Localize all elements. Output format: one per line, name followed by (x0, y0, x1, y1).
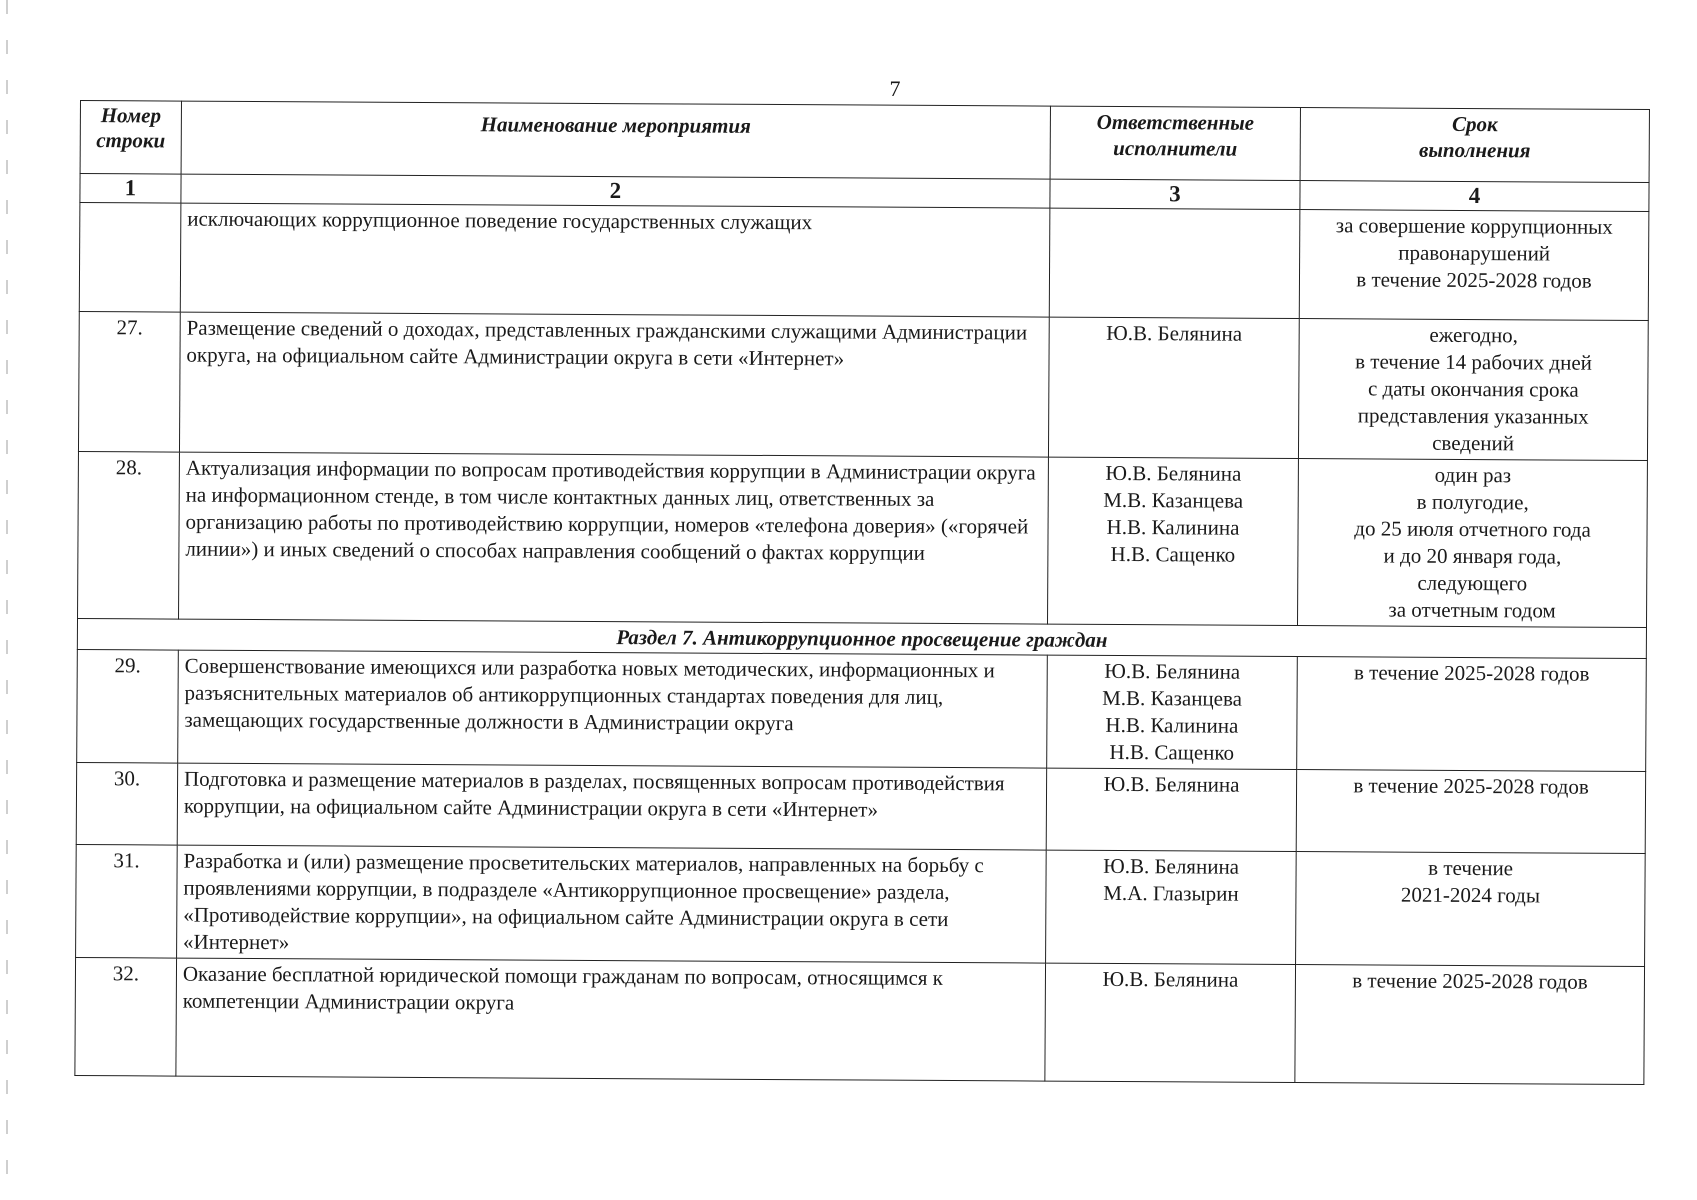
row-measure: Разработка и (или) размещение просветительских материалов, направленных на борьбу с проявлениями коррупции, в подразделе «Антикоррупционное просвещение» раздела, «Противодействие коррупции», на официальном сайте Администрации округа в сети «Интернет» (176, 845, 1046, 963)
row-responsible: Ю.В. Белянина М.В. Казанцева Н.В. Калинина Н.В. Сащенко (1047, 655, 1298, 769)
measures-table (74, 100, 1650, 1085)
row-responsible (1049, 208, 1300, 318)
row-term: в течение 2025-2028 годов (1295, 965, 1645, 1085)
table-row (75, 957, 1645, 1084)
colnum-3: 3 (1050, 179, 1300, 209)
row-term: один раз в полугодие, до 25 июля отчетного года и до 20 января года, следующего за отчетным годом (1298, 459, 1648, 628)
table-row (76, 762, 1645, 853)
section-title: Раздел 7. Антикоррупционное просвещение граждан (77, 618, 1646, 658)
colnum-1: 1 (80, 174, 181, 204)
colnum-4: 4 (1300, 181, 1649, 212)
header-num: Номер строки (80, 101, 181, 175)
header-row (80, 101, 1649, 183)
row-measure: Совершенствование имеющихся или разработка новых методических, информационных и разъяснительных материалов об антикоррупционных стандартах поведения для лиц, замещающих государственные должности в Администрации округа (178, 650, 1048, 768)
row-term: за совершение коррупционных правонарушений в течение 2025-2028 годов (1299, 210, 1649, 321)
table-row (78, 451, 1648, 627)
header-resp: Ответственные исполнители (1050, 106, 1301, 180)
row-number: 29. (77, 649, 179, 763)
row-responsible: Ю.В. Белянина (1046, 768, 1297, 851)
scan-edge (6, 0, 8, 1200)
row-measure: исключающих коррупционное поведение государственных служащих (180, 203, 1050, 317)
row-number: 30. (76, 762, 177, 845)
row-term: в течение 2021-2024 годы (1296, 852, 1646, 967)
row-number: 32. (75, 957, 177, 1076)
row-term: в течение 2025-2028 годов (1296, 770, 1645, 854)
row-number: 28. (78, 451, 180, 619)
row-measure: Размещение сведений о доходах, представленных гражданскими служащими Администрации округа, на официальном сайте Администрации округа в сети «Интернет» (179, 312, 1049, 457)
table-row (78, 311, 1648, 460)
row-measure: Оказание бесплатной юридической помощи гражданам по вопросам, относящимся к компетенции Администрации округа (176, 958, 1046, 1081)
header-term: Срок выполнения (1300, 108, 1649, 183)
row-responsible: Ю.В. Белянина М.В. Казанцева Н.В. Калинина Н.В. Сащенко (1047, 457, 1298, 625)
row-responsible: Ю.В. Белянина (1048, 317, 1299, 458)
colnum-2: 2 (181, 174, 1050, 208)
row-responsible: Ю.В. Белянина (1045, 963, 1296, 1082)
header-name: Наименование мероприятия (181, 101, 1050, 179)
row-measure: Актуализация информации по вопросам противодействия коррупции в Администрации округа на информационном стенде, в том числе контактных данных лиц, ответственных за организацию работы по противодействию коррупции, номеров «телефона доверия» («горячей линии») и иных сведений о способах направления сообщений о фактах коррупции (178, 452, 1048, 624)
row-term: ежегодно, в течение 14 рабочих дней с даты окончания срока представления указанных сведений (1299, 319, 1649, 461)
table-row (79, 203, 1649, 321)
row-number: 27. (78, 311, 180, 452)
row-measure: Подготовка и размещение материалов в разделах, посвященных вопросам противодействия коррупции, на официальном сайте Администрации округа в сети «Интернет» (177, 763, 1046, 850)
table-row (76, 844, 1646, 966)
row-number (79, 203, 181, 313)
row-number: 31. (76, 844, 178, 958)
page-number: 7 (889, 76, 901, 101)
row-responsible: Ю.В. Белянина М.А. Глазырин (1045, 850, 1296, 964)
table-row (77, 649, 1647, 771)
row-term: в течение 2025-2028 годов (1297, 657, 1647, 772)
